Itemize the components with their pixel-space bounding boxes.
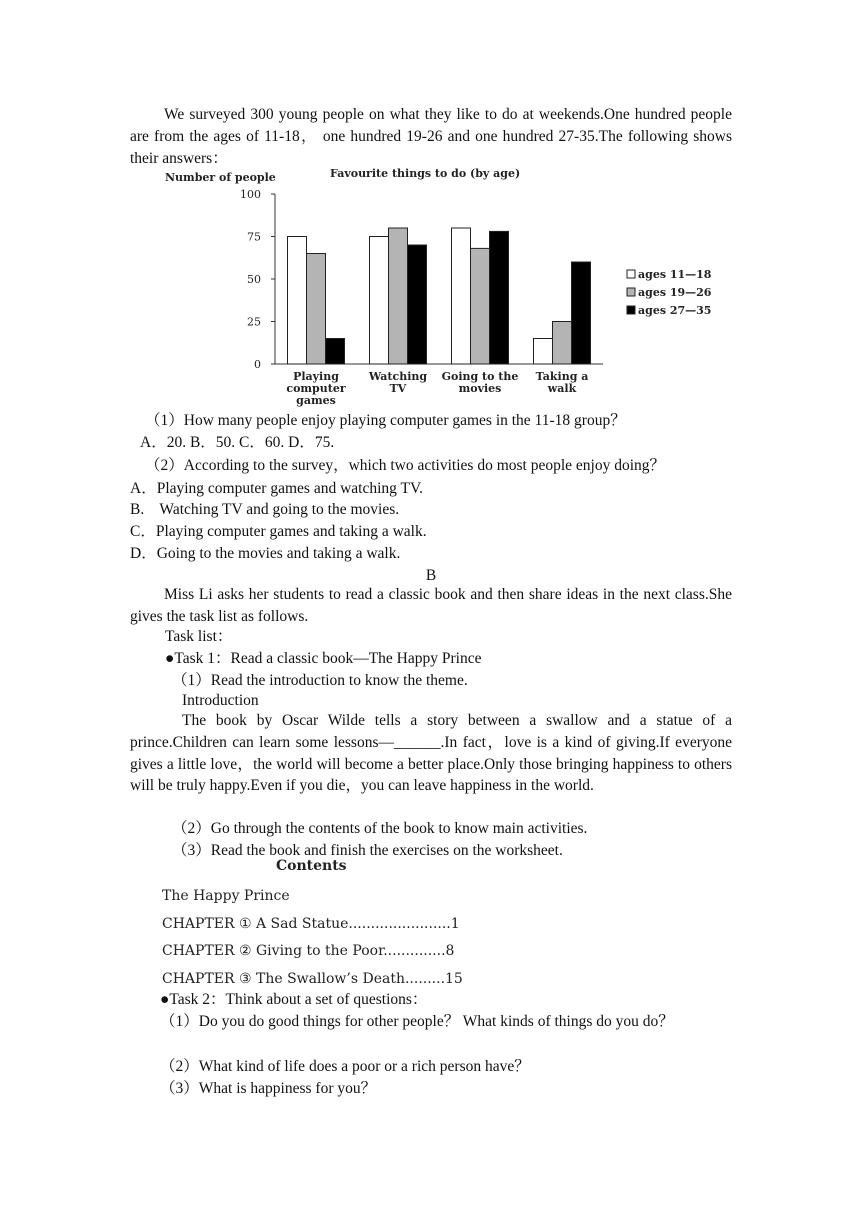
contents-chapter-2: CHAPTER ② Giving to the Poor..............8 xyxy=(162,943,455,959)
task-1-step-2: （2）Go through the contents of the book to know main activities. xyxy=(172,820,588,837)
chart-legend-label: ages 19—26 xyxy=(638,286,712,299)
task-2-question-2: （2）What kind of life does a poor or a rich person have？ xyxy=(160,1058,530,1075)
chart-x-tick-label: games xyxy=(296,394,336,407)
chart-legend-swatch xyxy=(627,306,635,314)
chart-bar xyxy=(572,262,591,364)
chart-bar xyxy=(389,228,408,364)
contents-book-title: The Happy Prince xyxy=(162,888,290,904)
chart-x-tick-labels xyxy=(286,370,588,407)
chart-bar xyxy=(408,245,427,364)
chart-x-tick-label: Watching xyxy=(368,370,428,383)
chart-y-tick-label: 75 xyxy=(247,230,261,244)
chart-y-tick-label: 100 xyxy=(240,188,261,201)
task-2-question-1: （1）Do you do good things for other people？ What kinds of things do you do？ xyxy=(160,1013,674,1030)
task-2-question-3: （3）What is happiness for you？ xyxy=(160,1080,377,1097)
task-1-heading: ●Task 1：Read a classic book—The Happy Prince xyxy=(165,650,482,667)
chart-x-tick-label: Going to the xyxy=(441,370,519,383)
question-1: （1）How many people enjoy playing computer games in the 11-18 group？ xyxy=(145,412,626,429)
question-1-options: A．20. B．50. C．60. D．75. xyxy=(140,434,335,451)
chart-bar xyxy=(307,254,326,365)
chart-legend-swatch xyxy=(627,270,635,278)
chart-x-tick-label: Taking a xyxy=(535,370,589,383)
contents-title: Contents xyxy=(276,858,347,874)
book-contents-box xyxy=(162,858,502,993)
chart-bar xyxy=(452,228,471,364)
chart-legend-swatch xyxy=(627,288,635,296)
question-2-option-a: A．Playing computer games and watching TV. xyxy=(130,480,424,497)
chart-legend xyxy=(627,268,712,317)
task-list-label: Task list： xyxy=(165,628,233,645)
chart-bar xyxy=(534,339,553,365)
task-1-step-3: （3）Read the book and finish the exercises on the worksheet. xyxy=(172,842,563,859)
section-b-heading: B xyxy=(425,567,437,584)
contents-chapter-3: CHAPTER ③ The Swallow’s Death.........15 xyxy=(162,971,463,987)
question-2: （2）According to the survey，which two activities do most people enjoy doing？ xyxy=(145,457,666,474)
chart-bar xyxy=(471,248,490,364)
chart-bar xyxy=(490,231,509,364)
chart-x-tick-label: movies xyxy=(458,382,502,395)
contents-chapter-1: CHAPTER ① A Sad Statue.......................1 xyxy=(162,916,460,932)
chart-bar xyxy=(553,322,572,365)
chart-y-tick-label: 0 xyxy=(254,358,261,371)
chart-bar xyxy=(370,237,389,365)
chart-x-tick-label: walk xyxy=(547,382,577,395)
introduction-label: Introduction xyxy=(182,692,259,709)
section-b-intro: Miss Li asks her students to read a classic book and then share ideas in the next class.She gives the task list as follows. xyxy=(130,586,732,625)
task-2-heading: ●Task 2：Think about a set of questions： xyxy=(160,991,428,1008)
chart-x-tick-label: computer xyxy=(286,382,346,395)
question-2-option-d: D．Going to the movies and taking a walk. xyxy=(130,545,401,562)
chart-y-tick-label: 25 xyxy=(247,315,261,329)
chart-x-tick-label: Playing xyxy=(293,370,339,383)
chart-bars xyxy=(288,228,591,364)
chart-legend-label: ages 27—35 xyxy=(638,304,712,317)
chart-bar xyxy=(326,339,345,365)
task-1-step-1: （1）Read the introduction to know the theme. xyxy=(172,672,468,689)
chart-title: Favourite things to do (by age) xyxy=(330,167,521,180)
chart-legend-label: ages 11—18 xyxy=(638,268,712,281)
introduction-paragraph: The book by Oscar Wilde tells a story between a swallow and a statue of a prince.Children can learn some lessons—______.In fact，love is a kind of giving.If everyone gives a little love，the world will become a better place.Only those bringing happiness to others will be truly happy.Even if you die，you can leave happiness in the world. xyxy=(130,712,732,795)
chart-y-axis-label: Number of people xyxy=(165,171,276,184)
favourite-activities-bar-chart xyxy=(155,164,735,414)
chart-x-tick-label: TV xyxy=(389,382,407,395)
survey-intro-paragraph: We surveyed 300 young people on what they like to do at weekends.One hundred people are from the ages of 11-18， one hundred 19-26 and one hundred 27-35.The following shows their answers： xyxy=(130,106,732,167)
question-2-option-c: C．Playing computer games and taking a walk. xyxy=(130,523,427,540)
chart-y-tick-label: 50 xyxy=(247,273,261,286)
question-2-option-b: B. Watching TV and going to the movies. xyxy=(130,501,400,518)
chart-bar xyxy=(288,237,307,365)
